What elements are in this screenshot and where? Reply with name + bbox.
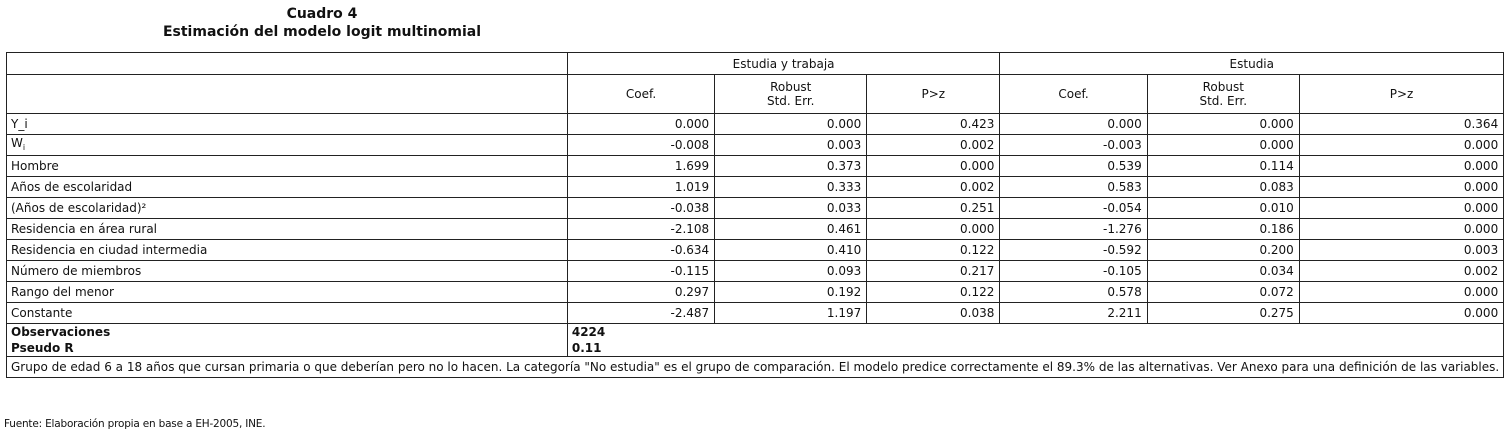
row-label-text: Residencia en ciudad intermedia xyxy=(11,243,208,257)
table-cell: 1.699 xyxy=(567,156,714,177)
row-label xyxy=(7,303,568,324)
table-cell: 0.186 xyxy=(1147,219,1299,240)
row-label xyxy=(7,114,568,135)
table-cell: 0.539 xyxy=(1000,156,1147,177)
observations-label: Observaciones xyxy=(7,324,568,341)
table-cell: 0.578 xyxy=(1000,282,1147,303)
row-label-text: Constante xyxy=(11,306,73,320)
table-cell: 0.410 xyxy=(715,240,867,261)
column-header-text: P>z xyxy=(921,87,946,101)
column-header-text: Std. Err. xyxy=(1199,94,1248,108)
observations-row xyxy=(7,324,1504,341)
table-cell: 0.275 xyxy=(1147,303,1299,324)
table-cell: 0.072 xyxy=(1147,282,1299,303)
empty-corner-cell xyxy=(7,53,568,75)
column-header xyxy=(1147,75,1299,114)
table-row xyxy=(7,261,1504,282)
table-cell: 0.373 xyxy=(715,156,867,177)
table-row xyxy=(7,177,1504,198)
table-cell: 0.083 xyxy=(1147,177,1299,198)
column-header-row xyxy=(7,75,1504,114)
table-row xyxy=(7,282,1504,303)
column-header xyxy=(1299,75,1503,114)
table-cell: 0.333 xyxy=(715,177,867,198)
table-cell: 0.000 xyxy=(1299,156,1503,177)
table-row xyxy=(7,219,1504,240)
table-row xyxy=(7,240,1504,261)
row-label-text: W xyxy=(11,135,23,150)
table-cell: 0.000 xyxy=(715,114,867,135)
row-label-text: Hombre xyxy=(11,159,59,173)
table-title xyxy=(0,5,644,41)
table-cell: -0.008 xyxy=(567,135,714,156)
results-table xyxy=(6,52,1504,378)
row-label xyxy=(7,156,568,177)
row-label-text: Y_i xyxy=(11,117,28,131)
table-cell: 0.122 xyxy=(867,240,1000,261)
table-cell: -1.276 xyxy=(1000,219,1147,240)
table-cell: 0.364 xyxy=(1299,114,1503,135)
row-label-subscript: i xyxy=(22,142,26,152)
table-cell: -2.487 xyxy=(567,303,714,324)
empty-label-header-cell xyxy=(7,75,568,114)
row-label-text: Número de miembros xyxy=(11,264,142,278)
table-cell: 0.034 xyxy=(1147,261,1299,282)
table-cell: 0.192 xyxy=(715,282,867,303)
row-label-text: Años de escolaridad xyxy=(11,180,133,194)
observations-value: 4224 xyxy=(567,324,1503,341)
table-cell: 2.211 xyxy=(1000,303,1147,324)
table-note: Grupo de edad 6 a 18 años que cursan primaria o que deberían pero no lo hacen. La categoría "No estudia" es el grupo de comparación. El modelo predice correctamente el 89.3% de las alternativas. Ver Anexo para una definición de las variables. xyxy=(7,357,1504,378)
row-label xyxy=(7,261,568,282)
table-cell: 0.297 xyxy=(567,282,714,303)
pseudo-r-value: 0.11 xyxy=(567,340,1503,357)
source-note: Fuente: Elaboración propia en base a EH-2005, INE. xyxy=(4,418,266,430)
table-cell: 0.114 xyxy=(1147,156,1299,177)
table-caption: Estimación del modelo logit multinomial xyxy=(162,24,482,40)
table-cell: 0.002 xyxy=(867,177,1000,198)
table-cell: 0.003 xyxy=(1299,240,1503,261)
table-cell: 0.000 xyxy=(1000,114,1147,135)
pseudo-r-row xyxy=(7,340,1504,357)
group-header-estudia-y-trabaja: Estudia y trabaja xyxy=(567,53,1000,75)
table-cell: 0.000 xyxy=(1299,135,1503,156)
table-cell: 0.200 xyxy=(1147,240,1299,261)
table-cell: -0.105 xyxy=(1000,261,1147,282)
table-cell: 0.002 xyxy=(867,135,1000,156)
row-label xyxy=(7,240,568,261)
table-row xyxy=(7,135,1504,156)
table-cell: 0.003 xyxy=(715,135,867,156)
row-label-text: (Años de escolaridad)² xyxy=(11,201,147,215)
table-cell: -2.108 xyxy=(567,219,714,240)
row-label-text: Rango del menor xyxy=(11,285,114,299)
column-header xyxy=(567,75,714,114)
table-cell: 0.000 xyxy=(1299,219,1503,240)
table-cell: 0.423 xyxy=(867,114,1000,135)
table-cell: 0.122 xyxy=(867,282,1000,303)
table-number: Cuadro 4 xyxy=(286,6,358,22)
table-cell: -0.038 xyxy=(567,198,714,219)
column-header-text: Std. Err. xyxy=(766,94,815,108)
table-cell: 0.000 xyxy=(1299,198,1503,219)
column-header xyxy=(715,75,867,114)
column-header-text: Robust xyxy=(1202,80,1244,94)
row-label xyxy=(7,177,568,198)
pseudo-r-label: Pseudo R xyxy=(7,340,568,357)
group-header-row xyxy=(7,53,1504,75)
row-label-text: Residencia en área rural xyxy=(11,222,158,236)
table-cell: -0.003 xyxy=(1000,135,1147,156)
table-row xyxy=(7,156,1504,177)
table-cell: 0.038 xyxy=(867,303,1000,324)
table-cell: -0.115 xyxy=(567,261,714,282)
table-cell: 0.000 xyxy=(1299,177,1503,198)
table-cell: 0.033 xyxy=(715,198,867,219)
table-cell: 0.000 xyxy=(1299,282,1503,303)
column-header-text: Coef. xyxy=(625,87,657,101)
table-cell: -0.592 xyxy=(1000,240,1147,261)
table-cell: 0.000 xyxy=(867,156,1000,177)
column-header xyxy=(1000,75,1147,114)
column-header xyxy=(867,75,1000,114)
table-cell: 0.093 xyxy=(715,261,867,282)
table-row xyxy=(7,198,1504,219)
note-row xyxy=(7,357,1504,378)
table-cell: 0.002 xyxy=(1299,261,1503,282)
table-cell: 0.000 xyxy=(867,219,1000,240)
table-cell: 0.217 xyxy=(867,261,1000,282)
row-label xyxy=(7,135,568,156)
group-header-estudia: Estudia xyxy=(1000,53,1504,75)
table-cell: 1.197 xyxy=(715,303,867,324)
table-cell: 0.251 xyxy=(867,198,1000,219)
table-cell: 1.019 xyxy=(567,177,714,198)
row-label xyxy=(7,219,568,240)
table-cell: 0.000 xyxy=(1147,135,1299,156)
table-row xyxy=(7,303,1504,324)
table-cell: -0.634 xyxy=(567,240,714,261)
table-cell: 0.461 xyxy=(715,219,867,240)
table-cell: 0.000 xyxy=(1299,303,1503,324)
row-label xyxy=(7,198,568,219)
column-header-text: Robust xyxy=(770,80,812,94)
column-header-text: Coef. xyxy=(1058,87,1089,101)
table-row xyxy=(7,114,1504,135)
table-cell: -0.054 xyxy=(1000,198,1147,219)
column-header-text: P>z xyxy=(1389,87,1414,101)
table-cell: 0.583 xyxy=(1000,177,1147,198)
table-cell: 0.000 xyxy=(567,114,714,135)
table-cell: 0.000 xyxy=(1147,114,1299,135)
row-label xyxy=(7,282,568,303)
table-cell: 0.010 xyxy=(1147,198,1299,219)
